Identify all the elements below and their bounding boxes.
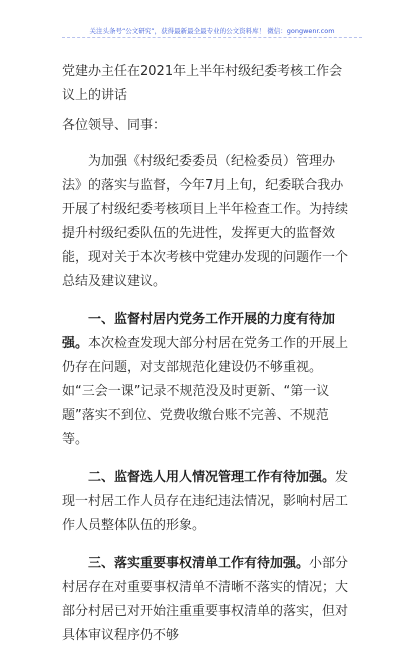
intro-paragraph: 为加强《村级纪委委员（纪检委员）管理办法》的落实与监督，今年7月上旬，纪委联合我办开展了村级纪委考核项目上半年检查工作。为持续提升村级纪委队伍的先进性，发挥更大的监督效能，现对关于本次考核中党建办发现的问题作一个总结及建议建议。 xyxy=(62,154,349,289)
section-body: 小部分村居存在对重要事权清单不清晰不落实的情况；大部分村居已对开始注重重要事权清单的落实，但对具体审议程序仍不够 xyxy=(62,556,349,643)
document-body xyxy=(62,60,354,662)
salutation: 各位领导、同事： xyxy=(62,118,167,133)
section-paragraph xyxy=(62,552,354,648)
section-body: 本次检查发现大部分村居在党务工作的开展上仍存在问题，对支部规范化建设仍不够重视。如“三会一课”记录不规范没及时更新、“第一议题”落实不到位、党费收缴台账不完善、不规范等。 xyxy=(62,336,349,447)
section-heading: 一、监督村居内党务工作开展的力度有待加强。 xyxy=(62,312,336,351)
banner-divider xyxy=(62,37,362,38)
section-body: 发现一村居工作人员存在违纪违法情况，影响村居工作人员整体队伍的形象。 xyxy=(62,470,349,533)
section-paragraph xyxy=(62,466,354,538)
section-paragraph xyxy=(62,308,354,452)
document-title: 党建办主任在2021年上半年村级纪委考核工作会议上的讲话 xyxy=(62,64,343,103)
watermark-banner: 关注头条号“公文研究”，获得最新最全最专业的公文资料库！ 微信：gongwenr.com xyxy=(89,27,335,35)
section-heading: 三、落实重要事权清单工作有待加强。 xyxy=(88,556,310,571)
section-heading: 二、监督选人用人情况管理工作有待加强。 xyxy=(88,470,336,485)
